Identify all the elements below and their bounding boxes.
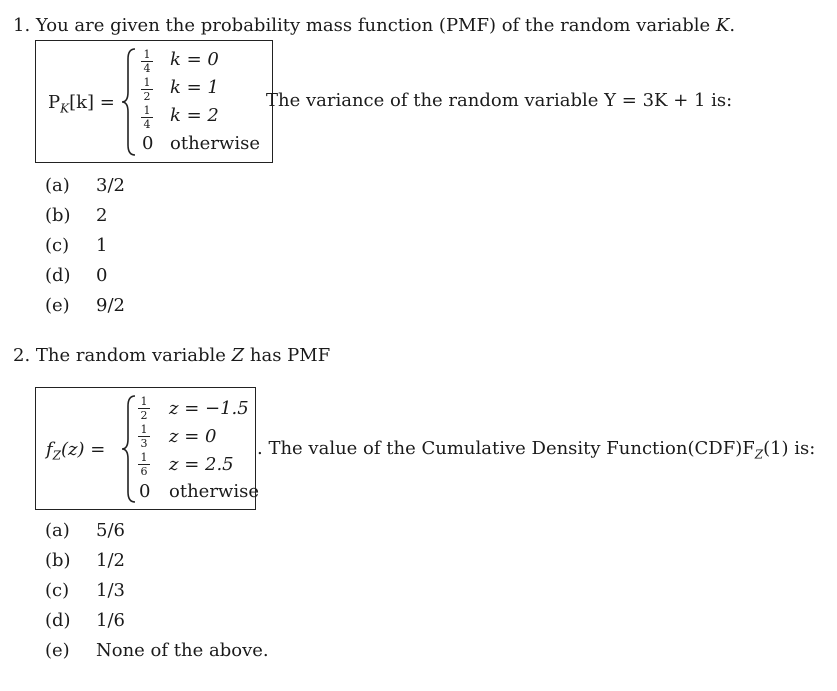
q2-case-0-num: 1 (140, 395, 148, 408)
q1-case-1-frac (140, 77, 154, 102)
q2-pmf-box (35, 387, 259, 510)
q2-case-0-den: 2 (140, 409, 148, 422)
q1-option-c-text[interactable]: 1 (96, 235, 108, 256)
q1-case-0-frac (140, 49, 154, 74)
q2-case-0-frac (137, 396, 151, 421)
q2-question-end: (1) is: (763, 438, 816, 459)
q1-case-2-den: 4 (143, 118, 151, 131)
q1-stem-end: . (729, 15, 736, 36)
q2-option-b-label[interactable]: (b) (45, 550, 71, 571)
q2-case-2-cond: z = 2.5 (169, 454, 234, 475)
q1-case-1-num: 1 (143, 76, 151, 89)
q1-case-3-value: 0 (142, 133, 154, 154)
q2-question (257, 438, 815, 462)
q1-option-a-text[interactable]: 3/2 (96, 175, 125, 196)
q2-question-text: . The value of the Cumulative Density Function(CDF)F (257, 438, 755, 459)
q2-option-a-text[interactable]: 5/6 (96, 520, 125, 541)
q2-stem-end: has PMF (249, 345, 331, 366)
q2-stem-text: The random variable (35, 345, 226, 366)
q2-left-brace (120, 394, 138, 504)
q1-case-0-den: 4 (143, 62, 151, 75)
q1-pmf-lhs-sub: K (60, 101, 70, 116)
q1-stem-var: K (715, 15, 730, 36)
q2-case-2-num: 1 (140, 451, 148, 464)
q1-pmf-box (35, 40, 273, 163)
q2-case-3-cond: otherwise (169, 481, 259, 502)
q1-case-0-num: 1 (143, 48, 151, 61)
q2-stem (13, 345, 330, 366)
q1-question: The variance of the random variable Y = 3K + 1 is: (266, 90, 733, 111)
q2-option-c-label[interactable]: (c) (45, 580, 70, 601)
q2-pmf-lhs-arg: (z) = (61, 439, 106, 460)
q2-option-d-text[interactable]: 1/6 (96, 610, 125, 631)
q2-case-1-den: 3 (140, 437, 148, 450)
q2-stem-var: Z (231, 345, 245, 366)
q1-case-2-frac (140, 105, 154, 130)
q2-option-c-text[interactable]: 1/3 (96, 580, 125, 601)
q1-option-a-label[interactable]: (a) (45, 175, 70, 196)
q2-pmf-lhs-sub: Z (52, 448, 62, 463)
q2-case-1-num: 1 (140, 423, 148, 436)
q1-case-0-cond: k = 0 (170, 49, 219, 70)
q2-case-2-den: 6 (140, 465, 148, 478)
q1-left-brace (120, 47, 138, 157)
q1-stem-text: You are given the probability mass function (PMF) of the random variable (35, 15, 711, 36)
q1-case-1-den: 2 (143, 90, 151, 103)
q2-question-sub: Z (754, 447, 764, 462)
q2-pmf-lhs (46, 439, 105, 463)
q2-case-2-frac (137, 452, 151, 477)
q1-case-2-num: 1 (143, 104, 151, 117)
q1-option-d-label[interactable]: (d) (45, 265, 71, 286)
q2-case-0-cond: z = −1.5 (169, 398, 249, 419)
q1-stem (13, 15, 735, 36)
q2-pmf-lhs-f: f (46, 439, 53, 460)
q2-option-b-text[interactable]: 1/2 (96, 550, 125, 571)
q1-option-d-text[interactable]: 0 (96, 265, 108, 286)
q2-case-1-frac (137, 424, 151, 449)
q1-option-e-label[interactable]: (e) (45, 295, 70, 316)
q1-case-1-cond: k = 1 (170, 77, 219, 98)
q1-case-3-cond: otherwise (170, 133, 260, 154)
q1-pmf-lhs-p: P (48, 92, 61, 113)
q1-option-b-text[interactable]: 2 (96, 205, 108, 226)
q1-option-e-text[interactable]: 9/2 (96, 295, 125, 316)
q2-option-e-label[interactable]: (e) (45, 640, 70, 661)
q2-case-1-cond: z = 0 (169, 426, 217, 447)
q2-option-a-label[interactable]: (a) (45, 520, 70, 541)
q2-case-3-value: 0 (139, 481, 151, 502)
q1-option-b-label[interactable]: (b) (45, 205, 71, 226)
q1-pmf-lhs (48, 92, 115, 116)
q2-number: 2. (13, 345, 31, 366)
q1-number: 1. (13, 15, 31, 36)
q2-option-e-text[interactable]: None of the above. (96, 640, 269, 661)
q1-case-2-cond: k = 2 (170, 105, 219, 126)
q2-option-d-label[interactable]: (d) (45, 610, 71, 631)
q1-option-c-label[interactable]: (c) (45, 235, 70, 256)
q1-pmf-lhs-arg: [k] = (69, 92, 115, 113)
